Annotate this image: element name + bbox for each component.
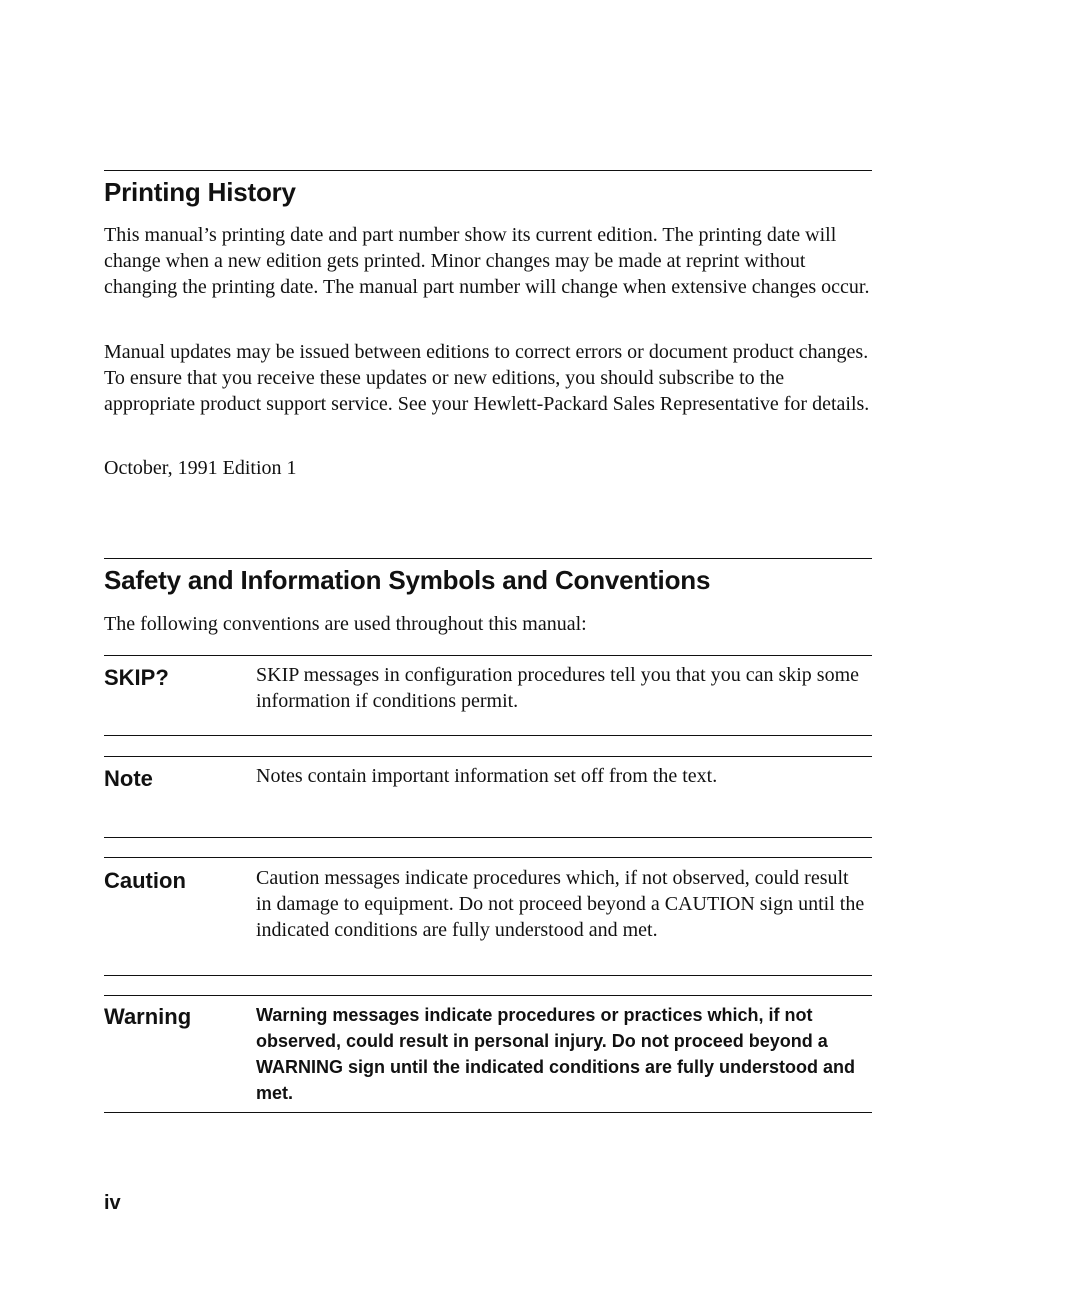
- skip-bottom-rule: [104, 735, 872, 736]
- caution-text: Caution messages indicate procedures which, if not observed, could result in damage to equipment. Do not proceed beyond a CAUTION sign until the indicated conditions are fully understood and met.: [256, 867, 865, 941]
- edition-line: October, 1991 Edition 1: [104, 457, 297, 479]
- note-label: Note: [104, 766, 153, 791]
- section-rule-conventions: [104, 558, 872, 559]
- warning-text: Warning messages indicate procedures or practices which, if not observed, could result in personal injury. Do not proceed beyond a WARNING sign until the indicated conditions are fully understood and met.: [256, 1005, 856, 1103]
- page-number: iv: [104, 1192, 121, 1214]
- caution-top-rule: [104, 857, 872, 858]
- note-text: Notes contain important information set off from the text.: [256, 765, 718, 787]
- printing-history-paragraph-1: This manual’s printing date and part number show its current edition. The printing date will change when a new edition gets printed. Minor changes may be made at reprint without changing the printing date. The manual part number will change when extensive changes occur.: [104, 224, 870, 298]
- conventions-intro: The following conventions are used throughout this manual:: [104, 613, 587, 635]
- note-top-rule: [104, 756, 872, 757]
- caution-bottom-rule: [104, 975, 872, 976]
- skip-top-rule: [104, 655, 872, 656]
- note-bottom-rule: [104, 837, 872, 838]
- warning-label: Warning: [104, 1004, 192, 1029]
- printing-history-heading: Printing History: [104, 177, 296, 207]
- warning-top-rule: [104, 995, 872, 996]
- section-rule-printing-history: [104, 170, 872, 171]
- skip-text: SKIP messages in configuration procedures tell you that you can skip some information if conditions permit.: [256, 664, 860, 712]
- conventions-heading: Safety and Information Symbols and Conventions: [104, 565, 711, 595]
- printing-history-paragraph-2: Manual updates may be issued between editions to correct errors or document product changes. To ensure that you receive these updates or new editions, you should subscribe to the appropriate product support service. See your Hewlett-Packard Sales Representative for details.: [104, 341, 870, 415]
- warning-bottom-rule: [104, 1112, 872, 1113]
- caution-label: Caution: [104, 868, 186, 893]
- skip-label: SKIP?: [104, 665, 169, 690]
